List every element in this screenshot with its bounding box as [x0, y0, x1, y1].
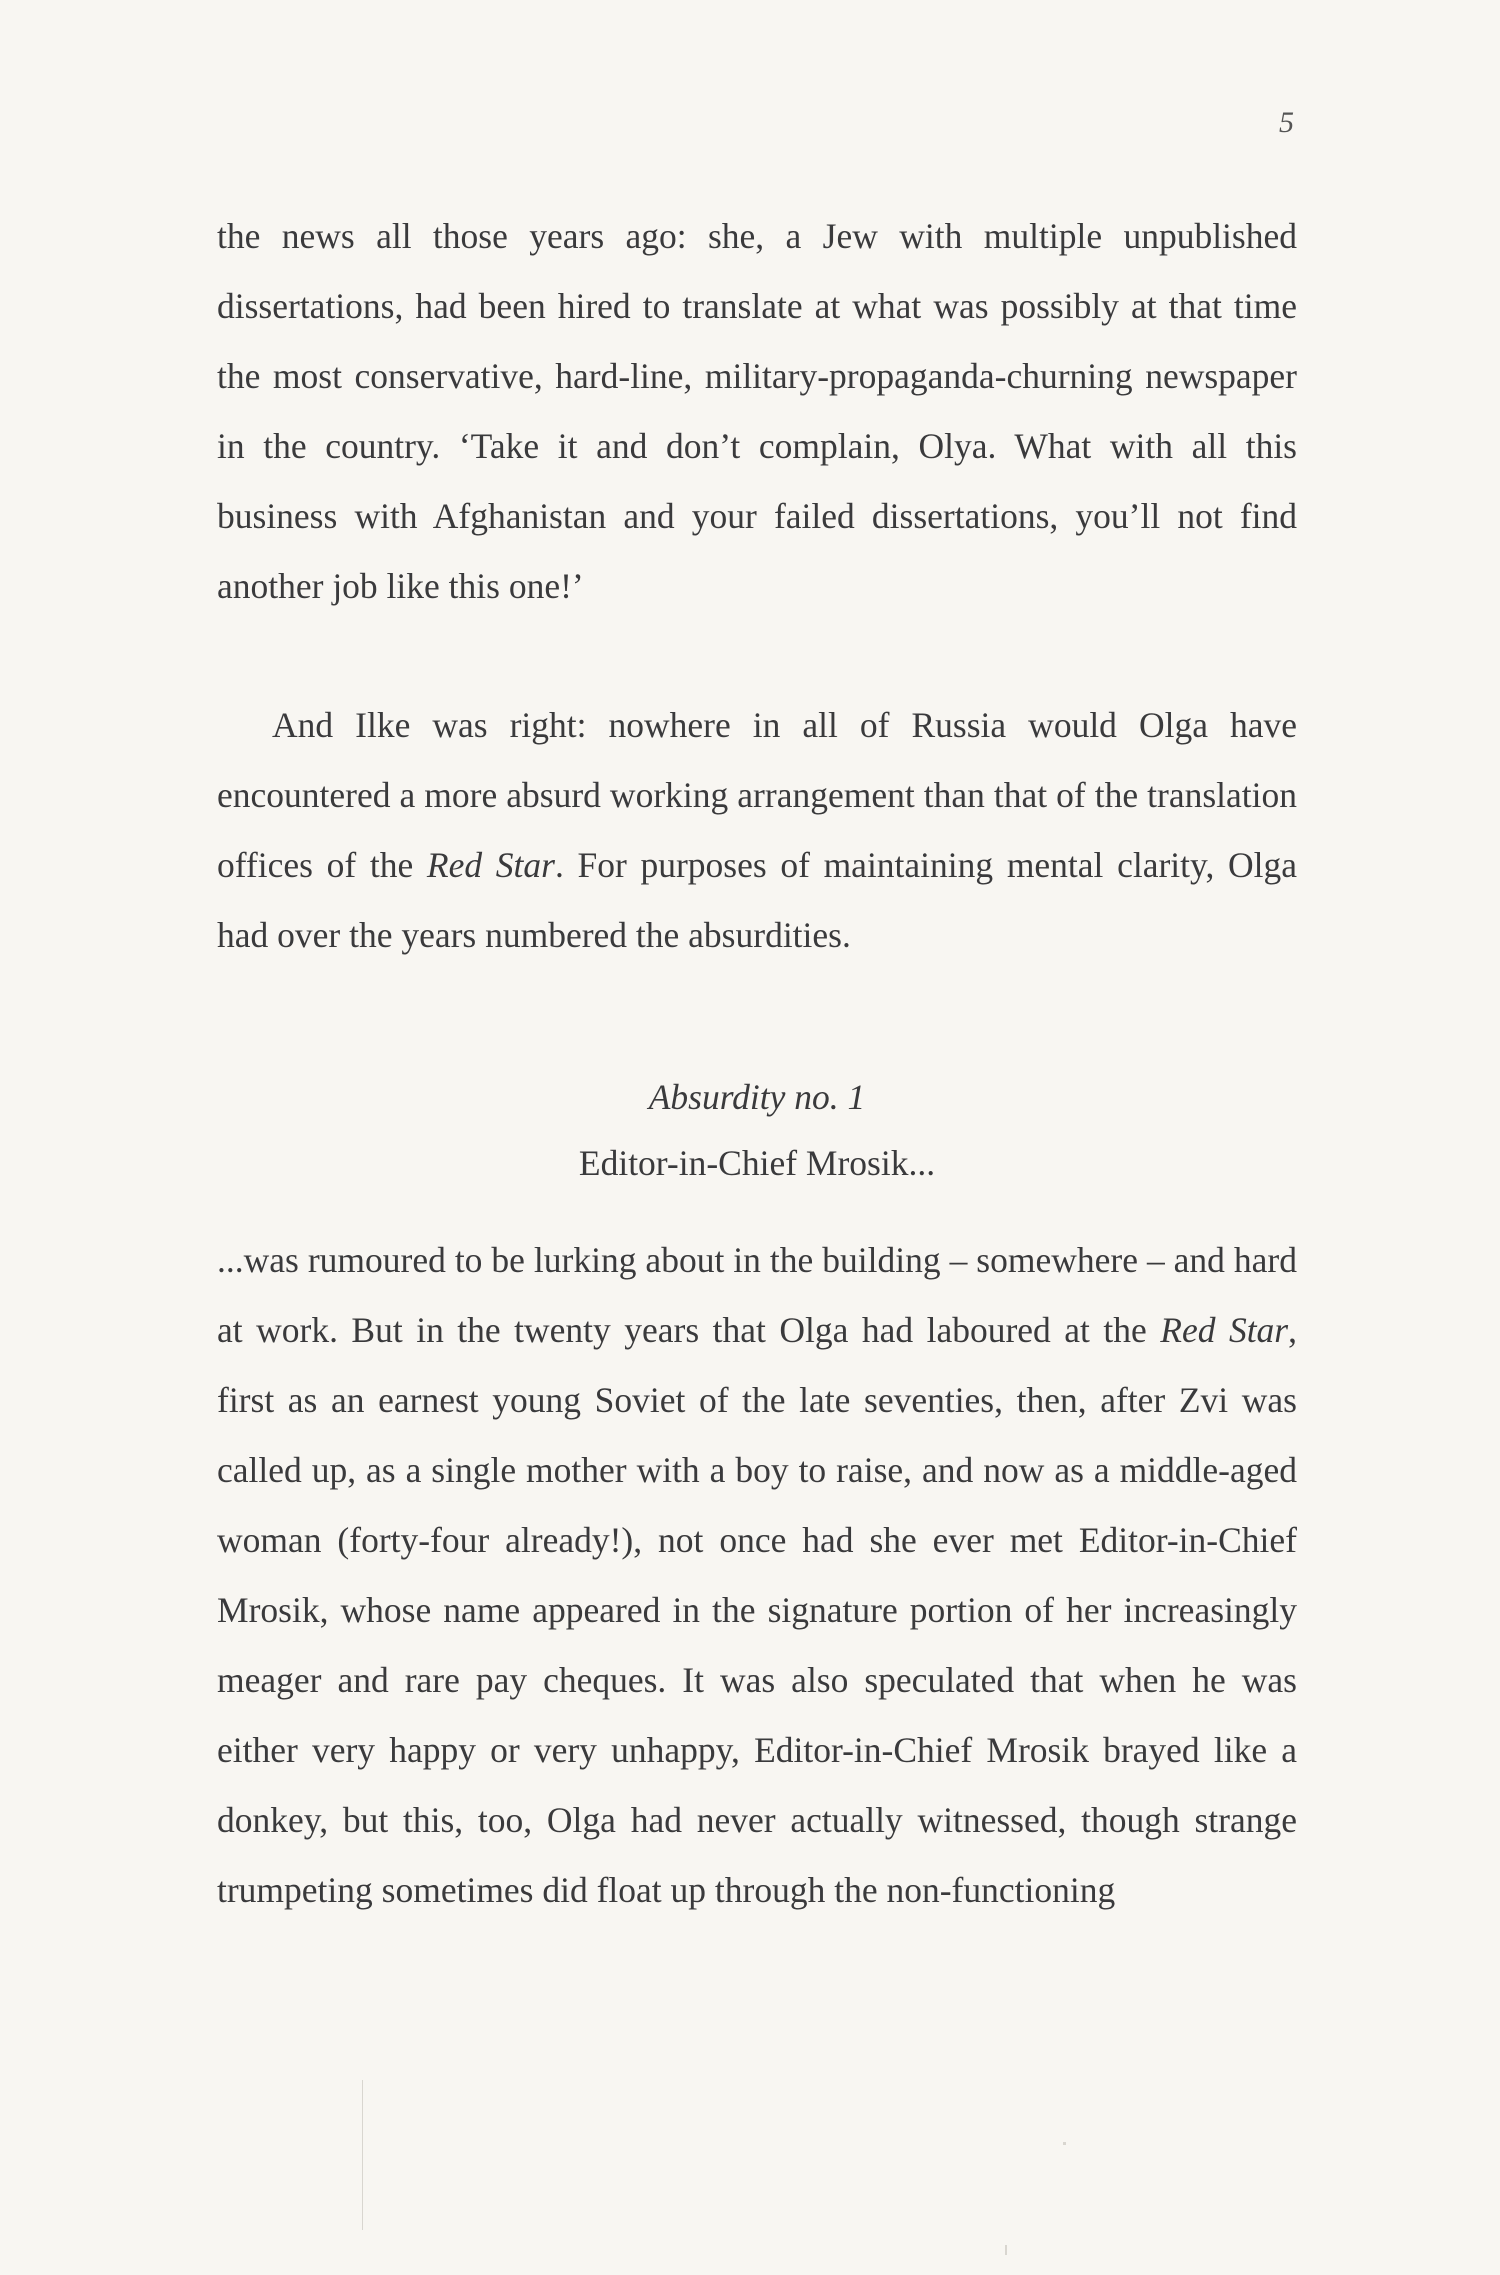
paragraph-2-italic-title: Red Star — [426, 845, 555, 885]
section-heading — [217, 1064, 1297, 1196]
paragraph-3-italic-title: Red Star — [1160, 1310, 1289, 1350]
section-subtitle: Editor-in-Chief Mrosik... — [578, 1143, 936, 1183]
section-title: Absurdity no. 1 — [648, 1077, 866, 1117]
paragraph-2 — [217, 690, 1297, 970]
paragraph-3-text-end: , first as an earnest young Soviet of the late seventies, then, after Zvi was called up, as a single mother with a boy to raise, and now as a middle-aged woman (forty-four already!), not once had she ever met Editor-in-Chief Mrosik, whose name appeared in the signature portion of her increasingly meager and rare pay cheques. It was also speculated that when he was either very happy or very unhappy, Editor-in-Chief Mrosik brayed like a donkey, but this, too, Olga had never actually witnessed, though strange trumpeting sometimes did float up through the non-functioning — [217, 1310, 1297, 1910]
paragraph-2-text-end: . For purposes of maintaining mental clarity, Olga had over the years numbered the absurdities. — [217, 845, 1298, 955]
body-text-bottom — [217, 1225, 1297, 1925]
scan-speck-2 — [1005, 2245, 1007, 2255]
body-text-middle — [217, 690, 1297, 970]
paragraph-2-text-start: And Ilke was right: nowhere in all of Russia would Olga have encountered a more absurd working arrangement than that of the translation offices of the — [217, 705, 1297, 885]
scan-crease-line — [362, 2080, 363, 2230]
paragraph-3-text-start: ...was rumoured to be lurking about in the building – somewhere – and hard at work. But in the twenty years that Olga had laboured at the — [217, 1240, 1297, 1350]
page-number: 5 — [1279, 106, 1294, 139]
scan-speck-1 — [1063, 2142, 1066, 2145]
body-text-top — [217, 201, 1297, 621]
paragraph-3 — [217, 1225, 1297, 1925]
paragraph-1: the news all those years ago: she, a Jew with multiple unpublished dissertations, had been hired to translate at what was possibly at that time the most conservative, hard-line, military-propaganda-churning newspaper in the country. ‘Take it and don’t complain, Olya. What with all this business with Afghanistan and your failed dissertations, you’ll not find another job like this one!’ — [217, 216, 1297, 606]
